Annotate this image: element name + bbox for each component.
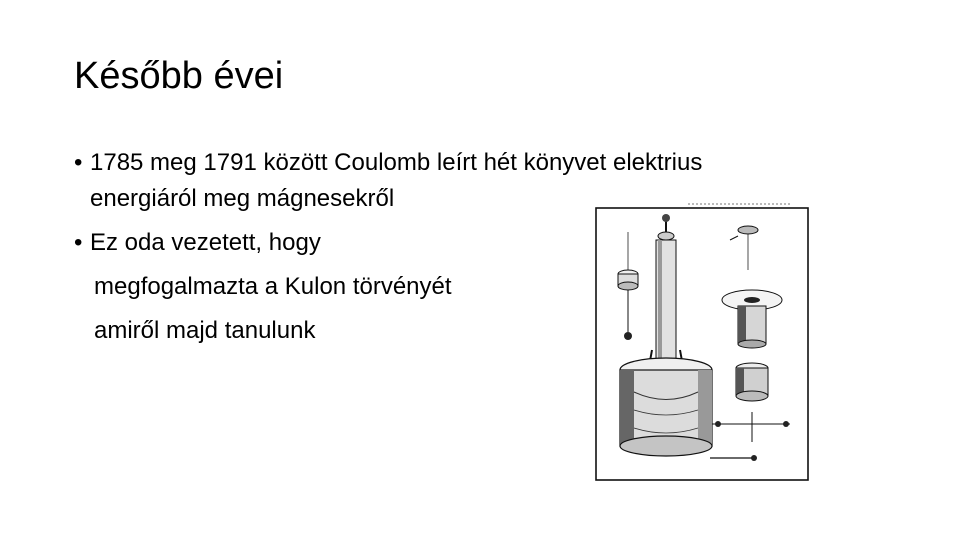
bullet-2-line-3: amiről majd tanulunk	[94, 317, 316, 344]
bullet-marker: •	[74, 149, 83, 176]
bullet-2-line-2: megfogalmazta a Kulon törvényét	[94, 273, 452, 300]
bullet-2-line-1: • Ez oda vezetett, hogy	[74, 229, 321, 256]
torsion-balance-illustration	[592, 202, 814, 488]
bullet-1-line-2: energiáról meg mágnesekről	[90, 185, 395, 212]
slide-title: Később évei	[74, 55, 284, 97]
bullet-1-line-1: • 1785 meg 1791 között Coulomb leírt hét könyvet elektrius	[74, 149, 703, 176]
bullet-marker: •	[74, 229, 83, 256]
